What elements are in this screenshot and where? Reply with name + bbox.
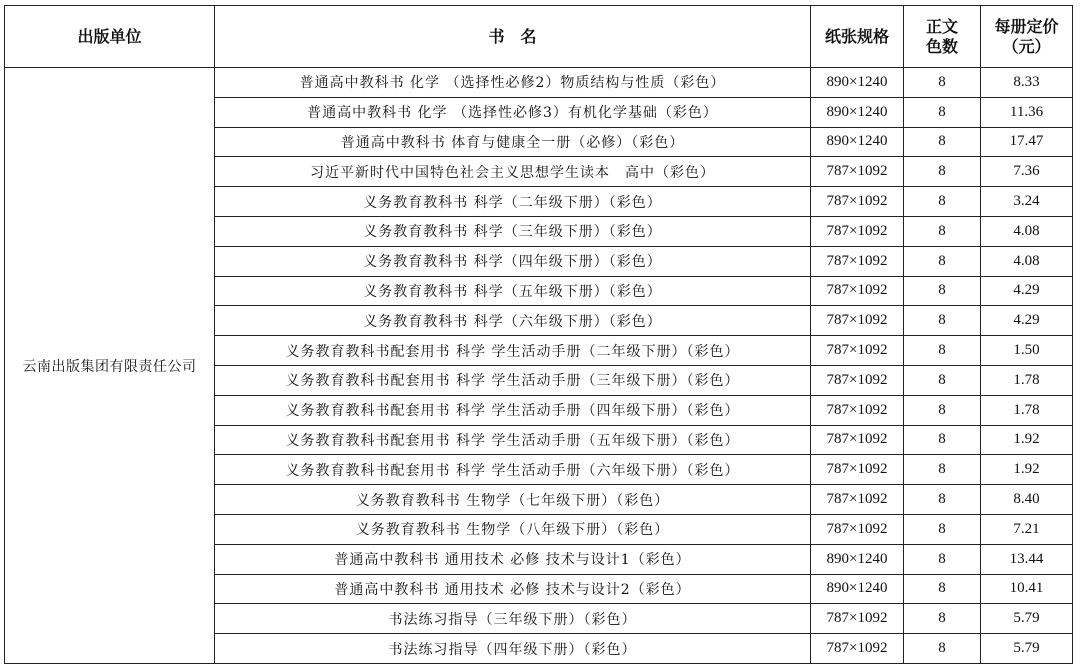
paper-cell: 787×1092 — [811, 395, 904, 425]
colors-cell: 8 — [904, 544, 981, 574]
price-cell: 4.29 — [981, 276, 1073, 306]
paper-cell: 787×1092 — [811, 216, 904, 246]
paper-cell: 787×1092 — [811, 187, 904, 217]
colors-cell: 8 — [904, 216, 981, 246]
title-cell: 义务教育教科书配套用书 科学 学生活动手册（四年级下册）（彩色） — [215, 395, 811, 425]
header-paper: 纸张规格 — [811, 6, 904, 68]
paper-cell: 787×1092 — [811, 276, 904, 306]
header-colors — [904, 6, 981, 68]
colors-cell: 8 — [904, 455, 981, 485]
colors-cell: 8 — [904, 604, 981, 634]
title-cell: 义务教育教科书 科学（五年级下册）（彩色） — [215, 276, 811, 306]
paper-cell: 890×1240 — [811, 544, 904, 574]
price-cell: 1.92 — [981, 455, 1073, 485]
title-cell: 义务教育教科书 科学（四年级下册）（彩色） — [215, 246, 811, 276]
paper-cell: 787×1092 — [811, 514, 904, 544]
title-cell: 习近平新时代中国特色社会主义思想学生读本 高中（彩色） — [215, 157, 811, 187]
colors-cell: 8 — [904, 365, 981, 395]
paper-cell: 890×1240 — [811, 127, 904, 157]
price-cell: 1.50 — [981, 336, 1073, 366]
colors-cell: 8 — [904, 187, 981, 217]
price-cell: 5.79 — [981, 634, 1073, 664]
paper-cell: 787×1092 — [811, 485, 904, 515]
paper-cell: 890×1240 — [811, 97, 904, 127]
colors-cell: 8 — [904, 425, 981, 455]
title-cell: 义务教育教科书配套用书 科学 学生活动手册（五年级下册）（彩色） — [215, 425, 811, 455]
paper-cell: 787×1092 — [811, 425, 904, 455]
header-title — [215, 6, 811, 68]
header-colors-line2: 色数 — [925, 36, 958, 56]
colors-cell: 8 — [904, 276, 981, 306]
paper-cell: 787×1092 — [811, 455, 904, 485]
colors-cell: 8 — [904, 336, 981, 366]
colors-cell: 8 — [904, 514, 981, 544]
price-cell: 8.33 — [981, 68, 1073, 98]
colors-cell: 8 — [904, 395, 981, 425]
price-cell: 5.79 — [981, 604, 1073, 634]
colors-cell: 8 — [904, 485, 981, 515]
price-cell: 1.78 — [981, 395, 1073, 425]
title-cell: 义务教育教科书 生物学（八年级下册）（彩色） — [215, 514, 811, 544]
header-row — [5, 6, 1073, 68]
colors-cell: 8 — [904, 246, 981, 276]
price-cell: 7.36 — [981, 157, 1073, 187]
title-cell: 普通高中教科书 化学 （选择性必修3）有机化学基础（彩色） — [215, 97, 811, 127]
paper-cell: 787×1092 — [811, 604, 904, 634]
price-cell: 13.44 — [981, 544, 1073, 574]
title-cell: 义务教育教科书 科学（二年级下册）（彩色） — [215, 187, 811, 217]
title-cell: 义务教育教科书 生物学（七年级下册）（彩色） — [215, 485, 811, 515]
title-cell: 书法练习指导（三年级下册）（彩色） — [215, 604, 811, 634]
header-price-line2: （元） — [1002, 36, 1051, 56]
paper-cell: 787×1092 — [811, 306, 904, 336]
publisher-cell: 云南出版集团有限责任公司 — [5, 68, 215, 664]
title-cell: 义务教育教科书 科学（三年级下册）（彩色） — [215, 216, 811, 246]
title-cell: 义务教育教科书配套用书 科学 学生活动手册（六年级下册）（彩色） — [215, 455, 811, 485]
paper-cell: 890×1240 — [811, 68, 904, 98]
price-cell: 8.40 — [981, 485, 1073, 515]
paper-cell: 787×1092 — [811, 157, 904, 187]
colors-cell: 8 — [904, 68, 981, 98]
price-cell: 1.92 — [981, 425, 1073, 455]
price-cell: 4.08 — [981, 216, 1073, 246]
colors-cell: 8 — [904, 634, 981, 664]
title-cell: 普通高中教科书 通用技术 必修 技术与设计1（彩色） — [215, 544, 811, 574]
title-cell: 义务教育教科书配套用书 科学 学生活动手册（三年级下册）（彩色） — [215, 365, 811, 395]
colors-cell: 8 — [904, 157, 981, 187]
textbook-price-table — [4, 5, 1073, 664]
header-publisher: 出版单位 — [5, 6, 215, 68]
title-cell: 普通高中教科书 化学 （选择性必修2）物质结构与性质（彩色） — [215, 68, 811, 98]
price-cell: 11.36 — [981, 97, 1073, 127]
header-price — [981, 6, 1073, 68]
title-cell: 书法练习指导（四年级下册）（彩色） — [215, 634, 811, 664]
header-price-line1: 每册定价 — [994, 16, 1059, 36]
price-cell: 1.78 — [981, 365, 1073, 395]
paper-cell: 787×1092 — [811, 336, 904, 366]
paper-cell: 890×1240 — [811, 574, 904, 604]
price-cell: 17.47 — [981, 127, 1073, 157]
price-cell: 3.24 — [981, 187, 1073, 217]
colors-cell: 8 — [904, 97, 981, 127]
price-cell: 10.41 — [981, 574, 1073, 604]
price-cell: 7.21 — [981, 514, 1073, 544]
header-colors-line1: 正文 — [925, 16, 958, 36]
colors-cell: 8 — [904, 127, 981, 157]
price-cell: 4.08 — [981, 246, 1073, 276]
colors-cell: 8 — [904, 574, 981, 604]
title-cell: 义务教育教科书配套用书 科学 学生活动手册（二年级下册）（彩色） — [215, 336, 811, 366]
table-row — [5, 68, 1073, 98]
colors-cell: 8 — [904, 306, 981, 336]
price-cell: 4.29 — [981, 306, 1073, 336]
paper-cell: 787×1092 — [811, 365, 904, 395]
title-cell: 普通高中教科书 体育与健康全一册（必修）（彩色） — [215, 127, 811, 157]
title-cell: 义务教育教科书 科学（六年级下册）（彩色） — [215, 306, 811, 336]
paper-cell: 787×1092 — [811, 246, 904, 276]
paper-cell: 787×1092 — [811, 634, 904, 664]
title-cell: 普通高中教科书 通用技术 必修 技术与设计2（彩色） — [215, 574, 811, 604]
header-title-text: 书 名 — [488, 26, 537, 46]
